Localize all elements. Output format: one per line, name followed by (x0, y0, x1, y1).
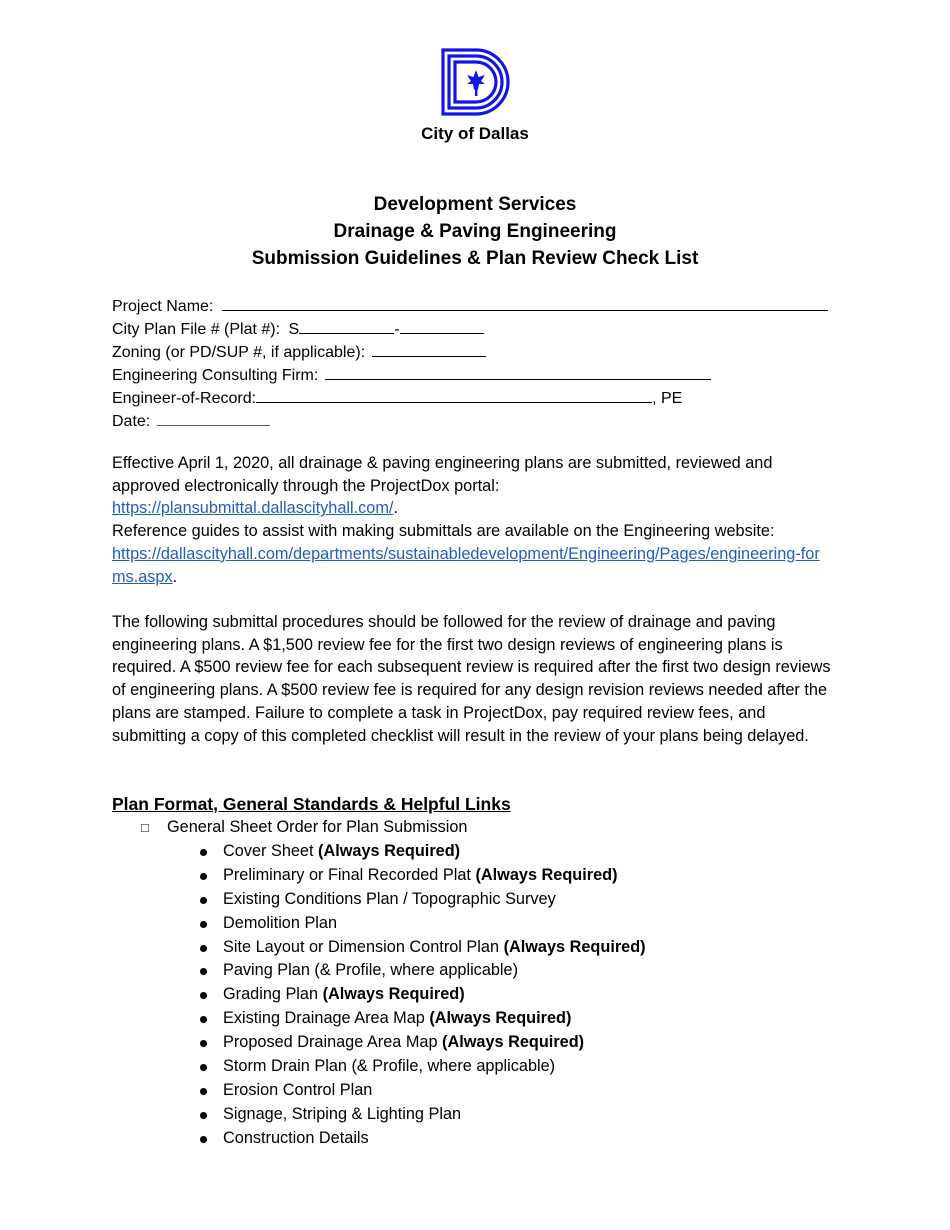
city-plan-field-1[interactable] (299, 316, 394, 334)
bullet-icon (200, 1040, 207, 1047)
list-item-text: Cover Sheet (223, 842, 314, 860)
consulting-firm-row (112, 362, 842, 385)
period: . (172, 567, 178, 586)
list-item (200, 1103, 646, 1127)
checkbox-label: General Sheet Order for Plan Submission (167, 818, 468, 836)
required-note: (Always Required) (442, 1033, 585, 1052)
list-item (200, 959, 646, 983)
zoning-label: Zoning (or PD/SUP #, if applicable): (112, 344, 366, 361)
list-item-text: Construction Details (223, 1128, 369, 1147)
required-note: (Always Required) (475, 865, 618, 884)
engineer-field[interactable] (256, 385, 652, 403)
list-item (200, 1127, 646, 1151)
list-item (200, 864, 646, 888)
sheet-order-checkbox-row[interactable] (141, 818, 467, 837)
sheet-order-list (200, 840, 646, 1151)
list-item-text: Signage, Striping & Lighting Plan (223, 1104, 462, 1123)
list-item-text: Preliminary or Final Recorded Plat (223, 865, 471, 884)
bullet-icon (200, 1136, 207, 1143)
bullet-icon (200, 921, 207, 928)
zoning-field[interactable] (372, 339, 486, 357)
list-item-text: Proposed Drainage Area Map (223, 1033, 438, 1052)
engineering-forms-link[interactable]: https://dallascityhall.com/departments/sustainabledevelopment/Engineering/Pages/engineering-forms.aspx (112, 544, 820, 586)
section-heading: Plan Format, General Standards & Helpful Links (112, 794, 511, 814)
bullet-icon (200, 897, 207, 904)
date-label: Date: (112, 413, 151, 430)
list-item-text: Paving Plan (& Profile, where applicable) (223, 961, 519, 980)
list-item (200, 888, 646, 912)
bullet-icon (200, 968, 207, 975)
bullet-icon (200, 1088, 207, 1095)
city-plan-label: City Plan File # (Plat #): (112, 321, 281, 338)
document-titles (0, 191, 950, 272)
bullet-icon (200, 992, 207, 999)
city-plan-field-2[interactable] (400, 316, 484, 334)
engineer-row (112, 385, 842, 408)
title-drainage-paving: Drainage & Paving Engineering (333, 221, 617, 242)
list-item-text: Existing Drainage Area Map (223, 1009, 425, 1028)
engineer-label: Engineer-of-Record: (112, 390, 257, 407)
list-item (200, 983, 646, 1007)
plansubmittal-link[interactable]: https://plansubmittal.dallascityhall.com/ (112, 499, 394, 518)
list-item (200, 912, 646, 936)
list-item-text: Demolition Plan (223, 913, 338, 932)
procedures-paragraph: The following submittal procedures should be followed for the review of drainage and paving engineering plans. A $1,500 review fee for the first two design reviews of engineering plans is required. A $500 review fee for each subsequent review is required after the first two design reviews of engineering plans. A $500 review fee is required for any design revision reviews needed after the plans are stamped. Failure to complete a task in ProjectDox, pay required review fees, and submitting a copy of this completed checklist will result in the review of your plans being delayed. (112, 613, 831, 745)
bullet-icon (200, 945, 207, 952)
zoning-row (112, 339, 842, 362)
bullet-icon (200, 849, 207, 856)
list-item (200, 936, 646, 960)
period: . (393, 499, 398, 518)
required-note: (Always Required) (318, 842, 461, 860)
project-name-label: Project Name: (112, 298, 214, 315)
intro-text-1: Effective April 1, 2020, all drainage & paving engineering plans are submitted, reviewed and approved electronically through the ProjectDox portal: (112, 454, 773, 495)
list-item-text: Site Layout or Dimension Control Plan (223, 937, 500, 956)
list-item (200, 840, 646, 864)
bullet-icon (200, 1064, 207, 1071)
list-item (200, 1079, 646, 1103)
intro-text-2: Reference guides to assist with making submittals are available on the Engineering website: (112, 522, 775, 541)
intro-paragraph (112, 452, 832, 588)
required-note: (Always Required) (503, 937, 646, 956)
list-item-text: Storm Drain Plan (& Profile, where applicable) (223, 1057, 556, 1076)
city-plan-prefix: S (288, 321, 300, 338)
list-item-text: Erosion Control Plan (223, 1080, 373, 1099)
title-development-services: Development Services (373, 194, 577, 215)
bullet-icon (200, 1016, 207, 1023)
consulting-firm-field[interactable] (325, 362, 711, 380)
bullet-icon (200, 873, 207, 880)
list-item (200, 1055, 646, 1079)
city-plan-row (112, 316, 842, 339)
date-field[interactable] (157, 408, 270, 426)
consulting-firm-label: Engineering Consulting Firm: (112, 367, 319, 384)
city-name: City of Dallas (421, 124, 529, 143)
project-info-form (112, 293, 842, 431)
list-item (200, 1007, 646, 1031)
bullet-icon (200, 1112, 207, 1119)
required-note: (Always Required) (429, 1009, 572, 1028)
city-of-dallas-logo-icon (440, 46, 512, 118)
title-submission-guidelines: Submission Guidelines & Plan Review Check List (251, 248, 699, 269)
city-plan-dash: - (394, 321, 400, 338)
list-item-text: Grading Plan (223, 985, 319, 1004)
list-item (200, 1031, 646, 1055)
project-name-field[interactable] (222, 293, 828, 311)
required-note: (Always Required) (322, 985, 465, 1004)
list-item-text: Existing Conditions Plan / Topographic Survey (223, 889, 556, 908)
checkbox-icon[interactable]: □ (141, 820, 149, 835)
project-name-row (112, 293, 842, 316)
date-row (112, 408, 842, 431)
engineer-suffix: , PE (652, 390, 683, 407)
